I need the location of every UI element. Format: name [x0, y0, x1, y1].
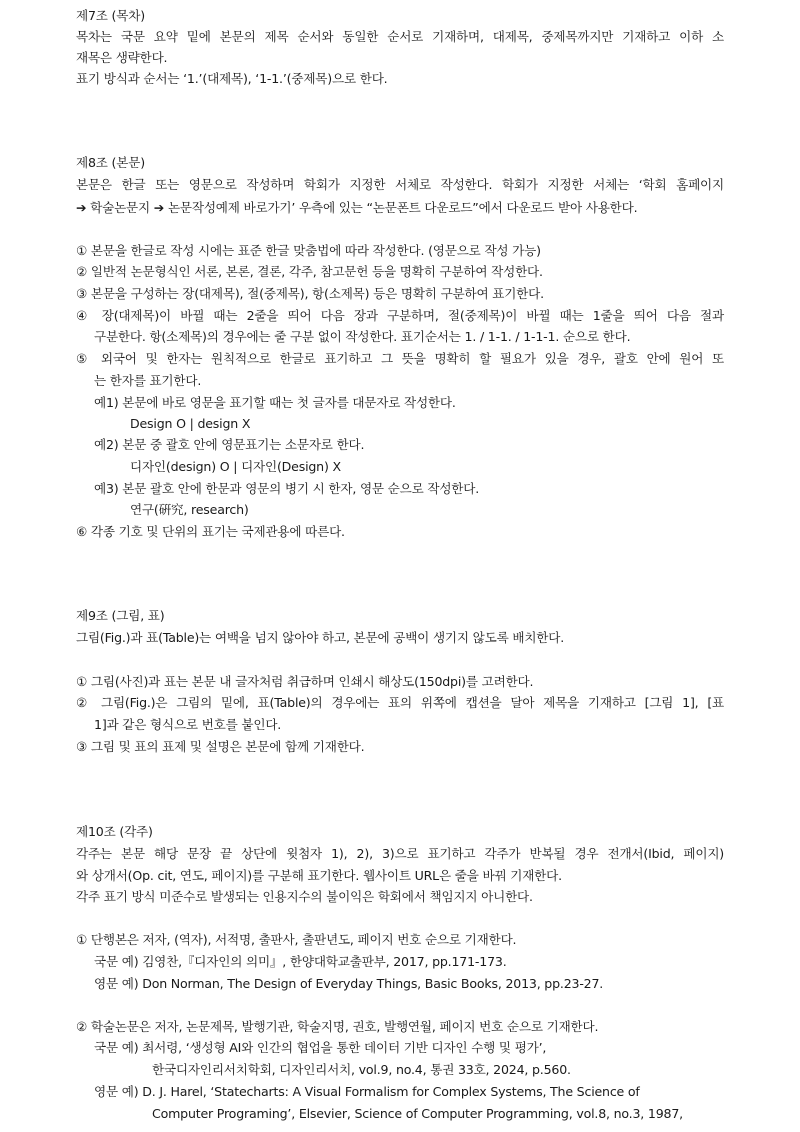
list-item: ① 그림(사진)과 표는 본문 내 글자처럼 취급하며 인쇄시 해상도(150dpi)를 고려한다.	[76, 674, 534, 689]
article-8-heading: 제8조 (본문)	[76, 155, 145, 170]
list-item-continuation: 1]과 같은 형식으로 번호를 붙인다.	[94, 717, 282, 732]
article-8-paragraph-line: 본문은 한글 또는 영문으로 작성하며 학회가 지정한 서체로 작성한다. 학회가 지정한 서체는 ‘학회 홈페이지	[76, 177, 724, 192]
citation-example: 영문 예) Don Norman, The Design of Everyday Things, Basic Books, 2013, pp.23-27.	[94, 976, 604, 991]
list-item: ⑤ 외국어 및 한자는 원칙적으로 한글로 표기하고 그 뜻을 명확히 할 필요가 있을 경우, 괄호 안에 원어 또	[76, 351, 724, 366]
example-sample: Design O | design X	[130, 416, 251, 431]
example-line: 예1) 본문에 바로 영문을 표기할 때는 첫 글자를 대문자로 작성한다.	[94, 395, 456, 410]
example-sample: 디자인(design) O | 디자인(Design) X	[130, 459, 341, 474]
article-8-paragraph-line: ➔ 학술논문지 ➔ 논문작성예제 바로가기’ 우측에 있는 “논문폰트 다운로드”에서 다운로드 받아 사용한다.	[76, 200, 638, 215]
example-line: 예2) 본문 중 괄호 안에 영문표기는 소문자로 한다.	[94, 437, 365, 452]
article-10-heading: 제10조 (각주)	[76, 824, 153, 839]
citation-example-continuation: Computer Programing’, Elsevier, Science of Computer Programming, vol.8, no.3, 1987,	[152, 1106, 683, 1121]
article-10-paragraph-line: 각주는 본문 해당 문장 끝 상단에 윗첨자 1), 2), 3)으로 표기하고 각주가 반복될 경우 전개서(Ibid, 페이지)	[76, 846, 724, 861]
article-7-heading: 제7조 (목차)	[76, 8, 145, 23]
citation-example: 국문 예) 최서령, ‘생성형 AI와 인간의 협업을 통한 데이터 기반 디자인 수행 및 평가’,	[94, 1040, 547, 1055]
list-item: ③ 본문을 구성하는 장(대제목), 절(중제목), 항(소제목) 등은 명확히 구분하여 표기한다.	[76, 286, 544, 301]
article-9-paragraph-line: 그림(Fig.)과 표(Table)는 여백을 넘지 않아야 하고, 본문에 공백이 생기지 않도록 배치한다.	[76, 630, 565, 645]
list-item: ④ 장(대제목)이 바뀔 때는 2줄을 띄어 다음 장과 구분하며, 절(중제목)이 바뀔 때는 1줄을 띄어 다음 절과	[76, 308, 724, 323]
citation-example: 국문 예) 김영찬,『디자인의 의미』, 한양대학교출판부, 2017, pp.171-173.	[94, 954, 507, 969]
list-item: ② 일반적 논문형식인 서론, 본론, 결론, 각주, 참고문헌 등을 명확히 구분하여 작성한다.	[76, 264, 543, 279]
list-item-continuation: 는 한자를 표기한다.	[94, 373, 202, 388]
list-item-continuation: 구분한다. 항(소제목)의 경우에는 줄 구분 없이 작성한다. 표기순서는 1. / 1-1. / 1-1-1. 순으로 한다.	[94, 329, 631, 344]
article-7-paragraph-line: 목차는 국문 요약 밑에 본문의 제목 순서와 동일한 순서로 기재하며, 대제목, 중제목까지만 기재하고 이하 소	[76, 29, 724, 44]
citation-example-continuation: 한국디자인리서치학회, 디자인리서치, vol.9, no.4, 통권 33호, 2024, p.560.	[152, 1062, 571, 1077]
list-item: ① 본문을 한글로 작성 시에는 표준 한글 맞춤법에 따라 작성한다. (영문으로 작성 가능)	[76, 243, 541, 258]
list-item: ② 그림(Fig.)은 그림의 밑에, 표(Table)의 경우에는 표의 위쪽에 캡션을 달아 제목을 기재하고 [그림 1], [표	[76, 695, 724, 710]
citation-example: 영문 예) D. J. Harel, ‘Statecharts: A Visual Formalism for Complex Systems, The Science of	[94, 1084, 640, 1099]
article-10-paragraph-line: 와 상개서(Op. cit, 연도, 페이지)를 구분해 표기한다. 웹사이트 URL은 줄을 바꿔 기재한다.	[76, 868, 562, 883]
article-7-paragraph-line: 표기 방식과 순서는 ‘1.’(대제목), ‘1-1.’(중제목)으로 한다.	[76, 71, 388, 86]
list-item: ⑥ 각종 기호 및 단위의 표기는 국제관용에 따른다.	[76, 524, 345, 539]
list-item: ① 단행본은 저자, (역자), 서적명, 출판사, 출판년도, 페이지 번호 순으로 기재한다.	[76, 932, 517, 947]
article-9-heading: 제9조 (그림, 표)	[76, 608, 165, 623]
list-item: ② 학술논문은 저자, 논문제목, 발행기관, 학술지명, 권호, 발행연월, 페이지 번호 순으로 기재한다.	[76, 1019, 599, 1034]
list-item: ③ 그림 및 표의 표제 및 설명은 본문에 함께 기재한다.	[76, 739, 365, 754]
article-7-paragraph-line: 재목은 생략한다.	[76, 50, 168, 65]
article-10-paragraph-line: 각주 표기 방식 미준수로 발생되는 인용지수의 불이익은 학회에서 책임지지 아니한다.	[76, 889, 533, 904]
example-line: 예3) 본문 괄호 안에 한문과 영문의 병기 시 한자, 영문 순으로 작성한다.	[94, 481, 480, 496]
example-sample: 연구(硏究, research)	[130, 502, 249, 517]
